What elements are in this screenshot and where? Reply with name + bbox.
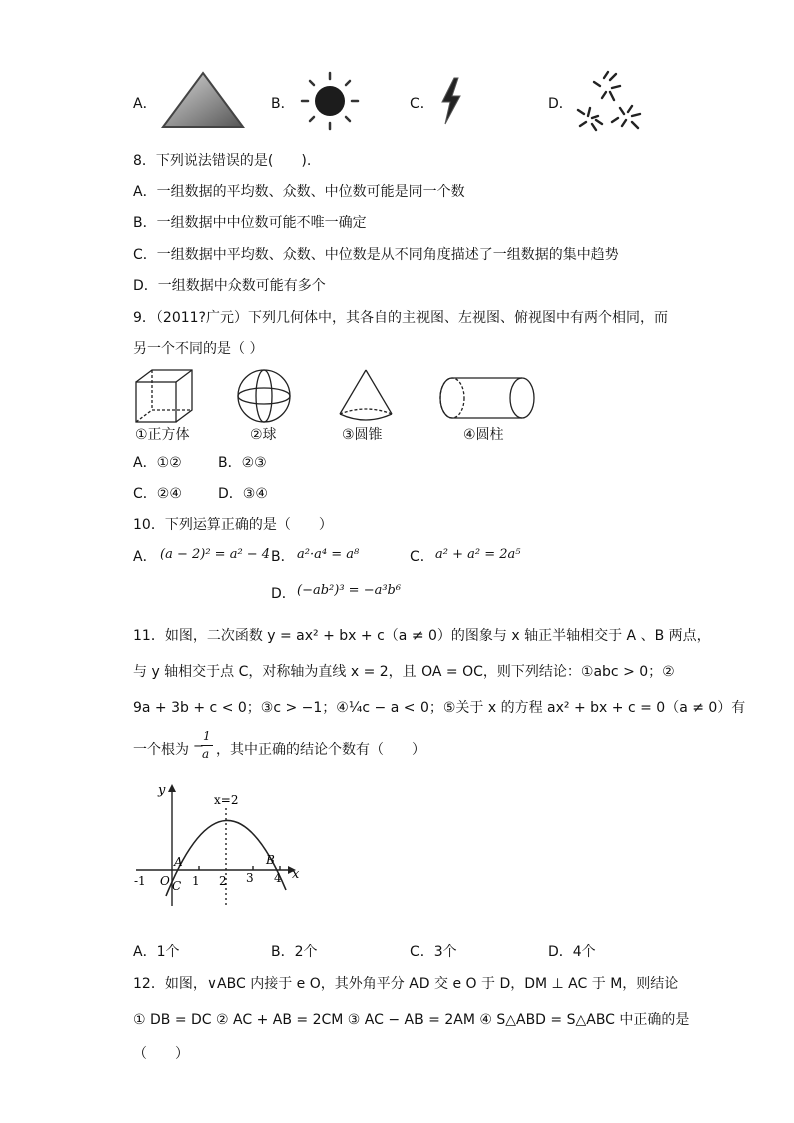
q9-label-cylinder: ④圆柱: [463, 427, 504, 443]
q10-option-d-expr: (−ab²)³ = −a³b⁶: [297, 583, 402, 598]
graph-x-label: x: [292, 867, 300, 882]
q11-option-c: C．3个: [410, 944, 457, 960]
q8-stem: 8．下列说法错误的是( ).: [133, 153, 312, 169]
q11-line4-frac-num: 1: [203, 729, 211, 743]
cone-shape: [340, 370, 392, 420]
q11-line4-frac-den: a: [202, 747, 210, 761]
q11-option-d: D．4个: [548, 944, 596, 960]
q11-fraction-bar: [201, 745, 213, 746]
q9-solids-figure: [130, 366, 540, 424]
graph-tick-neg1: -1: [134, 874, 146, 888]
lightning-icon: [436, 76, 466, 126]
cylinder-shape: [440, 378, 534, 418]
q7-option-c-label: C．: [410, 96, 434, 112]
q8-option-a: A．一组数据的平均数、众数、中位数可能是同一个数: [133, 184, 465, 200]
q10-option-d-label: D．: [271, 586, 296, 602]
q10-option-b-label: B．: [271, 549, 295, 565]
q9-option-c: C．②④: [133, 486, 182, 502]
graph-point-b: B: [266, 853, 275, 867]
graph-tick-2: 2: [219, 874, 227, 888]
q10-option-c-label: C．: [410, 549, 434, 565]
q12-line3: （ ）: [133, 1046, 189, 1062]
q9-label-cube: ①正方体: [135, 427, 190, 443]
q10-option-c-expr: a² + a² = 2a⁵: [435, 547, 521, 562]
triangle-icon: [160, 70, 246, 132]
q11-line2: 与 y 轴相交于点 C，对称轴为直线 x = 2，且 OA = OC，则下列结论：①abc > 0；②: [133, 664, 675, 680]
q11-line4-prefix: 一个根为: [133, 742, 189, 758]
q11-parabola-graph: [128, 778, 304, 910]
graph-tick-1: 1: [192, 874, 200, 888]
sun-icon: [298, 70, 362, 132]
q8-option-d: D．一组数据中众数可能有多个: [133, 278, 326, 294]
q12-line2: ① DB = DC ② AC + AB = 2CM ③ AC − AB = 2AM ④ S△ABD = S△ABC 中正确的是: [133, 1012, 690, 1028]
q10-option-a-label: A．: [133, 549, 157, 565]
q11-option-b: B．2个: [271, 944, 318, 960]
graph-tick-3: 3: [246, 871, 254, 885]
graph-origin: O: [160, 874, 170, 888]
graph-point-a: A: [174, 855, 183, 869]
sparkle-triangle-icon: [574, 70, 646, 132]
q11-line1: 11．如图，二次函数 y = ax² + bx + c（a ≠ 0）的图象与 x 轴正半轴相交于 A 、B 两点，: [133, 628, 711, 644]
q11-line4-suffix: ，其中正确的结论个数有（ ）: [216, 742, 426, 758]
q7-option-a-label: A．: [133, 96, 157, 112]
q9-option-d: D．③④: [218, 486, 268, 502]
q7-option-b-label: B．: [271, 96, 295, 112]
q11-line4-minus: −: [193, 739, 204, 754]
q9-stem-line1: 9．（2011?广元）下列几何体中，其各自的主视图、左视图、俯视图中有两个相同，而: [133, 310, 668, 326]
graph-axis-label: x=2: [214, 793, 239, 807]
graph-y-label: y: [158, 783, 166, 798]
q9-option-a: A．①②: [133, 455, 182, 471]
q8-option-c: C．一组数据中平均数、众数、中位数是从不同角度描述了一组数据的集中趋势: [133, 247, 619, 263]
q11-option-a: A．1个: [133, 944, 180, 960]
q9-option-b: B．②③: [218, 455, 267, 471]
q11-line3: 9a + 3b + c < 0；③c > −1；④¼c − a < 0；⑤关于 x 的方程 ax² + bx + c = 0（a ≠ 0）有: [133, 700, 746, 716]
q10-stem: 10．下列运算正确的是（ ）: [133, 517, 333, 533]
q10-option-b-expr: a²·a⁴ = a⁸: [297, 547, 360, 562]
q9-stem-line2: 另一个不同的是（ ）: [133, 341, 264, 357]
q9-label-sphere: ②球: [250, 427, 277, 443]
graph-point-c: C: [172, 879, 182, 893]
q8-option-b: B．一组数据中中位数可能不唯一确定: [133, 215, 367, 231]
graph-tick-4: 4: [274, 871, 282, 885]
q7-option-d-label: D．: [548, 96, 573, 112]
q12-line1: 12．如图，∨ABC 内接于 e O，其外角平分 AD 交 e O 于 D，DM ⊥ AC 于 M，则结论: [133, 976, 679, 992]
q10-option-a-expr: (a − 2)² = a² − 4: [160, 547, 271, 562]
sphere-shape: [238, 370, 290, 422]
q9-label-cone: ③圆锥: [342, 427, 383, 443]
cube-shape: [136, 370, 192, 422]
